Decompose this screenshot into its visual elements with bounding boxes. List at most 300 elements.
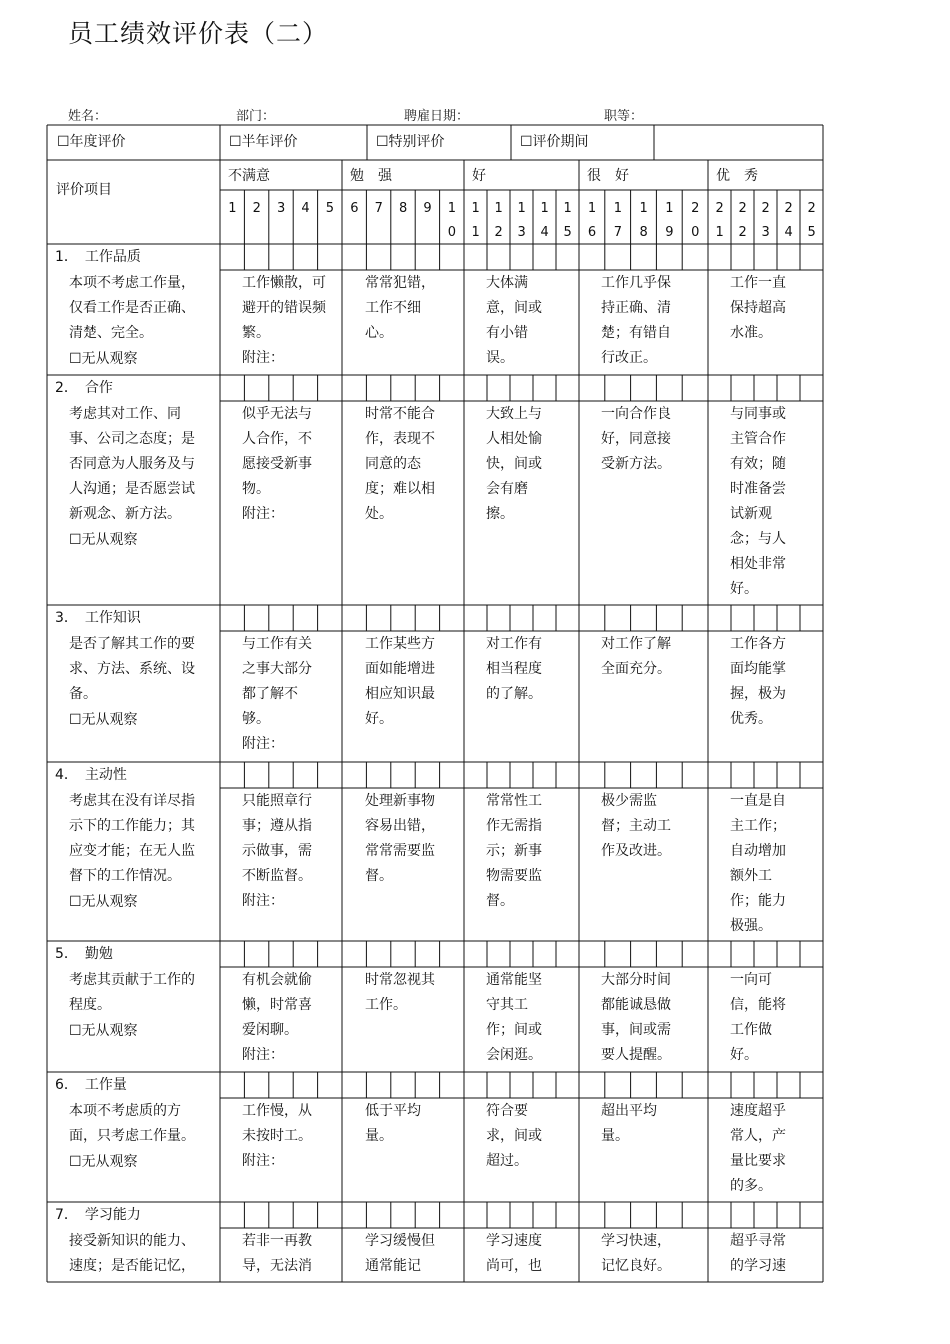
rating-box[interactable]	[488, 606, 509, 630]
rating-box[interactable]	[732, 1073, 753, 1097]
rating-box[interactable]	[683, 763, 707, 787]
rating-box[interactable]	[392, 376, 414, 400]
rating-box[interactable]	[319, 376, 341, 400]
rating-box[interactable]	[221, 1203, 243, 1227]
rating-box[interactable]	[367, 376, 389, 400]
level-description: 常常性工	[486, 793, 542, 809]
score-number-tens: 2	[807, 201, 816, 216]
level-description: 一直是自	[730, 793, 786, 809]
rating-box[interactable]	[557, 606, 578, 630]
item-description: 事、公司之态度；是	[69, 431, 195, 447]
rating-box[interactable]	[441, 763, 463, 787]
level-description: 符合要	[486, 1103, 528, 1119]
rating-box[interactable]	[580, 942, 604, 966]
rating-box[interactable]	[709, 376, 730, 400]
rating-box[interactable]	[557, 1203, 578, 1227]
rating-box[interactable]	[367, 763, 389, 787]
rating-box[interactable]	[294, 376, 316, 400]
level-description: 附注：	[242, 350, 284, 366]
score-number-units: 1	[715, 225, 724, 240]
rating-box[interactable]	[632, 606, 656, 630]
rating-box[interactable]	[657, 245, 681, 269]
item-description: 考虑其对工作、同	[69, 406, 181, 422]
level-description: 作无需指	[486, 818, 542, 834]
rating-box[interactable]	[709, 1203, 730, 1227]
rating-box[interactable]	[416, 606, 438, 630]
rating-box[interactable]	[392, 606, 414, 630]
rating-box[interactable]	[557, 942, 578, 966]
rating-box[interactable]	[221, 606, 243, 630]
rating-box[interactable]	[657, 942, 681, 966]
level-description: 工作各方	[730, 636, 786, 652]
level-description: 不断监督。	[242, 868, 312, 884]
rating-box[interactable]	[534, 376, 555, 400]
level-description: 行改正。	[601, 350, 657, 366]
level-description: 工作慢，从	[242, 1103, 312, 1119]
rating-box[interactable]	[367, 942, 389, 966]
level-description: 时常忽视其	[365, 972, 435, 988]
level-description: 懒，时常喜	[242, 997, 312, 1013]
rating-box[interactable]	[683, 376, 707, 400]
level-description: 主工作；	[730, 818, 786, 834]
rating-box[interactable]	[488, 376, 509, 400]
rating-box[interactable]	[416, 1203, 438, 1227]
item-title: 3． 工作知识	[55, 610, 141, 626]
no-observation-checkbox[interactable]: ☐无从观察	[69, 351, 138, 367]
level-description: 附注：	[242, 506, 284, 522]
rating-box[interactable]	[511, 1073, 532, 1097]
rating-box[interactable]	[465, 245, 486, 269]
level-description: 相应知识最	[365, 686, 435, 702]
item-title: 6． 工作量	[55, 1077, 127, 1093]
rating-box[interactable]	[657, 1073, 681, 1097]
rating-box[interactable]	[557, 376, 578, 400]
score-number: 8	[399, 201, 408, 216]
eval-type-option[interactable]: ☐特别评价	[376, 134, 445, 150]
rating-box[interactable]	[755, 763, 776, 787]
level-description: 作，表现不	[365, 431, 435, 447]
rating-box[interactable]	[488, 1203, 509, 1227]
rating-box[interactable]	[755, 1203, 776, 1227]
rating-box[interactable]	[534, 763, 555, 787]
rating-box[interactable]	[606, 1073, 630, 1097]
rating-box[interactable]	[778, 763, 799, 787]
rating-box[interactable]	[511, 763, 532, 787]
level-description: 量。	[365, 1128, 393, 1144]
rating-box[interactable]	[580, 376, 604, 400]
level-description: 常常犯错，	[365, 275, 435, 291]
rating-box[interactable]	[557, 245, 578, 269]
rating-box[interactable]	[392, 245, 414, 269]
rating-box[interactable]	[606, 1203, 630, 1227]
level-description: 学习速度	[486, 1233, 542, 1249]
rating-box[interactable]	[580, 1203, 604, 1227]
level-description: 事；遵从指	[242, 818, 312, 834]
level-description: 都了解不	[242, 686, 298, 702]
rating-box[interactable]	[245, 942, 267, 966]
level-description: 的了解。	[486, 686, 542, 702]
eval-type-option[interactable]: ☐评价期间	[520, 134, 589, 150]
level-description: 好。	[365, 711, 393, 727]
rating-box[interactable]	[343, 942, 365, 966]
level-label: 好	[472, 168, 486, 184]
level-description: 自动增加	[730, 843, 786, 859]
rating-box[interactable]	[534, 1073, 555, 1097]
level-description: 示；新事	[486, 843, 542, 859]
rating-box[interactable]	[534, 942, 555, 966]
rating-box[interactable]	[778, 1203, 799, 1227]
level-description: 念；与人	[730, 531, 786, 547]
level-description: 时准备尝	[730, 481, 786, 497]
rating-box[interactable]	[319, 1203, 341, 1227]
level-description: 擦。	[486, 506, 514, 522]
item-description: 人沟通；是否愿尝试	[69, 481, 195, 497]
rating-box[interactable]	[416, 942, 438, 966]
level-description: 速度超乎	[730, 1103, 786, 1119]
level-label: 很 好	[587, 168, 629, 184]
level-description: 繁。	[242, 325, 270, 341]
rating-box[interactable]	[416, 376, 438, 400]
rating-box[interactable]	[343, 376, 365, 400]
rating-box[interactable]	[441, 942, 463, 966]
rating-box[interactable]	[367, 245, 389, 269]
score-number-units: 2	[494, 225, 503, 240]
rating-box[interactable]	[416, 245, 438, 269]
rating-box[interactable]	[801, 376, 822, 400]
rating-box[interactable]	[801, 606, 822, 630]
rating-box[interactable]	[557, 1073, 578, 1097]
rating-box[interactable]	[465, 606, 486, 630]
level-description: 作；能力	[730, 893, 786, 909]
rating-box[interactable]	[709, 606, 730, 630]
rating-box[interactable]	[416, 1073, 438, 1097]
rating-box[interactable]	[488, 942, 509, 966]
level-description: 督。	[486, 893, 514, 909]
rating-box[interactable]	[465, 376, 486, 400]
rating-box[interactable]	[343, 763, 365, 787]
level-label: 优 秀	[716, 168, 758, 184]
level-description: 作；间或	[486, 1022, 542, 1038]
rating-box[interactable]	[801, 245, 822, 269]
rating-box[interactable]	[221, 245, 243, 269]
rating-box[interactable]	[511, 245, 532, 269]
rating-box[interactable]	[294, 942, 316, 966]
rating-box[interactable]	[755, 606, 776, 630]
item-description: 本项不考虑质的方	[69, 1103, 181, 1119]
rating-box[interactable]	[632, 763, 656, 787]
rating-box[interactable]	[488, 245, 509, 269]
rating-box[interactable]	[319, 942, 341, 966]
rating-box[interactable]	[270, 763, 292, 787]
rating-box[interactable]	[221, 1073, 243, 1097]
level-description: 相处非常	[730, 556, 786, 572]
level-description: 爱闲聊。	[242, 1022, 298, 1038]
score-number-units: 6	[587, 225, 597, 240]
score-number-tens: 2	[691, 201, 700, 216]
rating-box[interactable]	[657, 1203, 681, 1227]
rating-box[interactable]	[343, 1073, 365, 1097]
rating-box[interactable]	[245, 1073, 267, 1097]
rating-box[interactable]	[294, 606, 316, 630]
hire-date-label: 聘雇日期：	[404, 109, 470, 124]
rating-box[interactable]	[270, 1073, 292, 1097]
rating-box[interactable]	[606, 245, 630, 269]
rating-box[interactable]	[465, 942, 486, 966]
rating-box[interactable]	[683, 1203, 707, 1227]
level-description: 示做事，需	[242, 843, 312, 859]
rating-box[interactable]	[657, 763, 681, 787]
level-description: 处理新事物	[365, 793, 435, 809]
rating-box[interactable]	[683, 606, 707, 630]
rating-box[interactable]	[683, 245, 707, 269]
level-description: 学习快速，	[601, 1233, 671, 1249]
rating-box[interactable]	[709, 245, 730, 269]
rating-box[interactable]	[511, 376, 532, 400]
score-number-tens: 1	[665, 201, 674, 216]
no-observation-checkbox[interactable]: ☐无从观察	[69, 712, 138, 728]
level-description: 记忆良好。	[601, 1258, 671, 1274]
rating-box[interactable]	[580, 763, 604, 787]
rating-box[interactable]	[580, 245, 604, 269]
level-description: 工作做	[730, 1022, 772, 1038]
rating-box[interactable]	[416, 763, 438, 787]
rating-box[interactable]	[270, 245, 292, 269]
level-description: 物需要监	[486, 868, 542, 884]
eval-type-option[interactable]: ☐年度评价	[57, 134, 126, 150]
rating-box[interactable]	[632, 1073, 656, 1097]
level-description: 楚；有错自	[601, 325, 671, 341]
rating-box[interactable]	[245, 606, 267, 630]
eval-type-option[interactable]: ☐半年评价	[229, 134, 298, 150]
rating-box[interactable]	[732, 942, 753, 966]
level-description: 工作某些方	[365, 636, 435, 652]
level-description: 主管合作	[730, 431, 786, 447]
item-description: 示下的工作能力；其	[69, 818, 195, 834]
rating-box[interactable]	[709, 763, 730, 787]
rating-box[interactable]	[245, 245, 267, 269]
rating-box[interactable]	[221, 763, 243, 787]
rating-box[interactable]	[709, 1073, 730, 1097]
rating-box[interactable]	[657, 376, 681, 400]
rating-box[interactable]	[221, 376, 243, 400]
rating-box[interactable]	[270, 606, 292, 630]
level-description: 未按时工。	[242, 1128, 312, 1144]
item-header: 评价项目	[56, 182, 112, 198]
rating-box[interactable]	[294, 1203, 316, 1227]
rating-box[interactable]	[801, 763, 822, 787]
rating-box[interactable]	[511, 1203, 532, 1227]
score-number: 5	[325, 201, 335, 216]
rating-box[interactable]	[511, 942, 532, 966]
rating-box[interactable]	[732, 376, 753, 400]
level-description: 督；主动工	[601, 818, 671, 834]
level-description: 工作。	[365, 997, 407, 1013]
level-description: 水准。	[730, 325, 772, 341]
item-description: 本项不考虑工作量，	[69, 275, 195, 291]
level-description: 超过。	[486, 1153, 528, 1169]
level-description: 的学习速	[730, 1258, 786, 1274]
rating-box[interactable]	[606, 942, 630, 966]
level-description: 要人提醒。	[601, 1047, 671, 1063]
score-number: 4	[301, 201, 310, 216]
rating-box[interactable]	[245, 1203, 267, 1227]
level-description: 快，间或	[486, 456, 542, 472]
rating-box[interactable]	[441, 245, 463, 269]
score-number-units: 1	[471, 225, 480, 240]
rating-box[interactable]	[580, 1073, 604, 1097]
score-number-tens: 1	[494, 201, 503, 216]
score-number: 3	[277, 201, 286, 216]
level-description: 度；难以相	[365, 481, 435, 497]
rating-box[interactable]	[343, 1203, 365, 1227]
rating-box[interactable]	[465, 1203, 486, 1227]
level-description: 面如能增进	[365, 661, 435, 677]
score-number: 2	[252, 201, 261, 216]
rating-box[interactable]	[294, 763, 316, 787]
rating-box[interactable]	[534, 606, 555, 630]
rating-box[interactable]	[732, 606, 753, 630]
rating-box[interactable]	[580, 606, 604, 630]
rating-box[interactable]	[755, 1073, 776, 1097]
score-number-tens: 1	[447, 201, 457, 216]
level-description: 处。	[365, 506, 393, 522]
rating-box[interactable]	[755, 245, 776, 269]
level-description: 附注：	[242, 736, 284, 752]
level-description: 工作懒散，可	[242, 275, 326, 291]
rating-box[interactable]	[732, 1203, 753, 1227]
rating-box[interactable]	[270, 942, 292, 966]
score-number-units: 3	[517, 225, 526, 240]
rating-box[interactable]	[343, 606, 365, 630]
rating-box[interactable]	[221, 942, 243, 966]
rating-box[interactable]	[294, 1073, 316, 1097]
rating-box[interactable]	[488, 763, 509, 787]
level-description: 有效；随	[730, 456, 786, 472]
page-title: 员工绩效评价表（二）	[68, 19, 329, 48]
rating-box[interactable]	[683, 942, 707, 966]
score-number-tens: 1	[517, 201, 526, 216]
rating-box[interactable]	[755, 942, 776, 966]
no-observation-checkbox[interactable]: ☐无从观察	[69, 532, 138, 548]
level-description: 求，间或	[486, 1128, 542, 1144]
rating-box[interactable]	[245, 763, 267, 787]
level-description: 持正确、清	[601, 300, 671, 316]
rating-box[interactable]	[392, 1073, 414, 1097]
no-observation-checkbox[interactable]: ☐无从观察	[69, 894, 138, 910]
rating-box[interactable]	[632, 245, 656, 269]
rating-box[interactable]	[367, 1073, 389, 1097]
rating-box[interactable]	[632, 942, 656, 966]
level-description: 够。	[242, 711, 270, 727]
item-title: 5． 勤勉	[55, 946, 113, 962]
rating-box[interactable]	[732, 245, 753, 269]
rating-box[interactable]	[367, 606, 389, 630]
level-description: 尚可，也	[486, 1258, 542, 1274]
name-label: 姓名：	[68, 109, 108, 124]
item-description: 速度；是否能记忆，	[69, 1258, 195, 1274]
rating-box[interactable]	[755, 376, 776, 400]
level-description: 极少需监	[601, 793, 657, 809]
rating-box[interactable]	[270, 376, 292, 400]
rating-box[interactable]	[367, 1203, 389, 1227]
score-number-tens: 1	[587, 201, 597, 216]
rating-box[interactable]	[683, 1073, 707, 1097]
rating-box[interactable]	[465, 763, 486, 787]
rating-box[interactable]	[270, 1203, 292, 1227]
rating-box[interactable]	[801, 1073, 822, 1097]
level-label: 不满意	[228, 168, 270, 184]
item-description: 是否了解其工作的要	[69, 636, 195, 652]
rating-box[interactable]	[778, 942, 799, 966]
rating-box[interactable]	[343, 245, 365, 269]
rating-box[interactable]	[534, 1203, 555, 1227]
level-description: 好。	[730, 581, 758, 597]
level-description: 避开的错误频	[242, 300, 326, 316]
rating-box[interactable]	[245, 376, 267, 400]
rating-box[interactable]	[778, 606, 799, 630]
rating-box[interactable]	[392, 763, 414, 787]
rating-box[interactable]	[441, 606, 463, 630]
level-description: 工作几乎保	[601, 275, 671, 291]
rating-box[interactable]	[778, 245, 799, 269]
level-description: 量比要求	[730, 1153, 786, 1169]
rating-box[interactable]	[319, 606, 341, 630]
rating-box[interactable]	[557, 763, 578, 787]
rating-box[interactable]	[511, 606, 532, 630]
rating-box[interactable]	[488, 1073, 509, 1097]
rating-box[interactable]	[606, 763, 630, 787]
level-description: 容易出错，	[365, 818, 435, 834]
rating-box[interactable]	[657, 606, 681, 630]
rating-box[interactable]	[632, 1203, 656, 1227]
rating-box[interactable]	[732, 763, 753, 787]
level-description: 守其工	[486, 997, 528, 1013]
no-observation-checkbox[interactable]: ☐无从观察	[69, 1154, 138, 1170]
rating-box[interactable]	[319, 1073, 341, 1097]
item-description: 面，只考虑工作量。	[69, 1128, 195, 1144]
rating-box[interactable]	[801, 1203, 822, 1227]
item-description: 求、方法、系统、设	[69, 661, 195, 677]
rating-box[interactable]	[801, 942, 822, 966]
rating-box[interactable]	[319, 245, 341, 269]
rating-box[interactable]	[294, 245, 316, 269]
rating-box[interactable]	[392, 1203, 414, 1227]
rating-box[interactable]	[778, 376, 799, 400]
score-number-tens: 1	[563, 201, 572, 216]
rating-box[interactable]	[465, 1073, 486, 1097]
no-observation-checkbox[interactable]: ☐无从观察	[69, 1023, 138, 1039]
rating-box[interactable]	[392, 942, 414, 966]
score-number-tens: 1	[613, 201, 622, 216]
rating-box[interactable]	[441, 376, 463, 400]
level-description: 超出平均	[601, 1103, 657, 1119]
rating-box[interactable]	[441, 1073, 463, 1097]
rating-box[interactable]	[441, 1203, 463, 1227]
rating-box[interactable]	[534, 245, 555, 269]
rating-box[interactable]	[632, 376, 656, 400]
rating-box[interactable]	[319, 763, 341, 787]
level-description: 大体满	[486, 275, 528, 291]
item-description: 清楚、完全。	[69, 325, 153, 341]
rating-box[interactable]	[709, 942, 730, 966]
rating-box[interactable]	[778, 1073, 799, 1097]
item-description: 程度。	[69, 997, 111, 1013]
level-description: 会有磨	[486, 481, 528, 497]
rating-box[interactable]	[606, 376, 630, 400]
rating-box[interactable]	[606, 606, 630, 630]
level-description: 有机会就偷	[242, 972, 312, 988]
item-description: 应变才能；在无人监	[69, 843, 195, 859]
